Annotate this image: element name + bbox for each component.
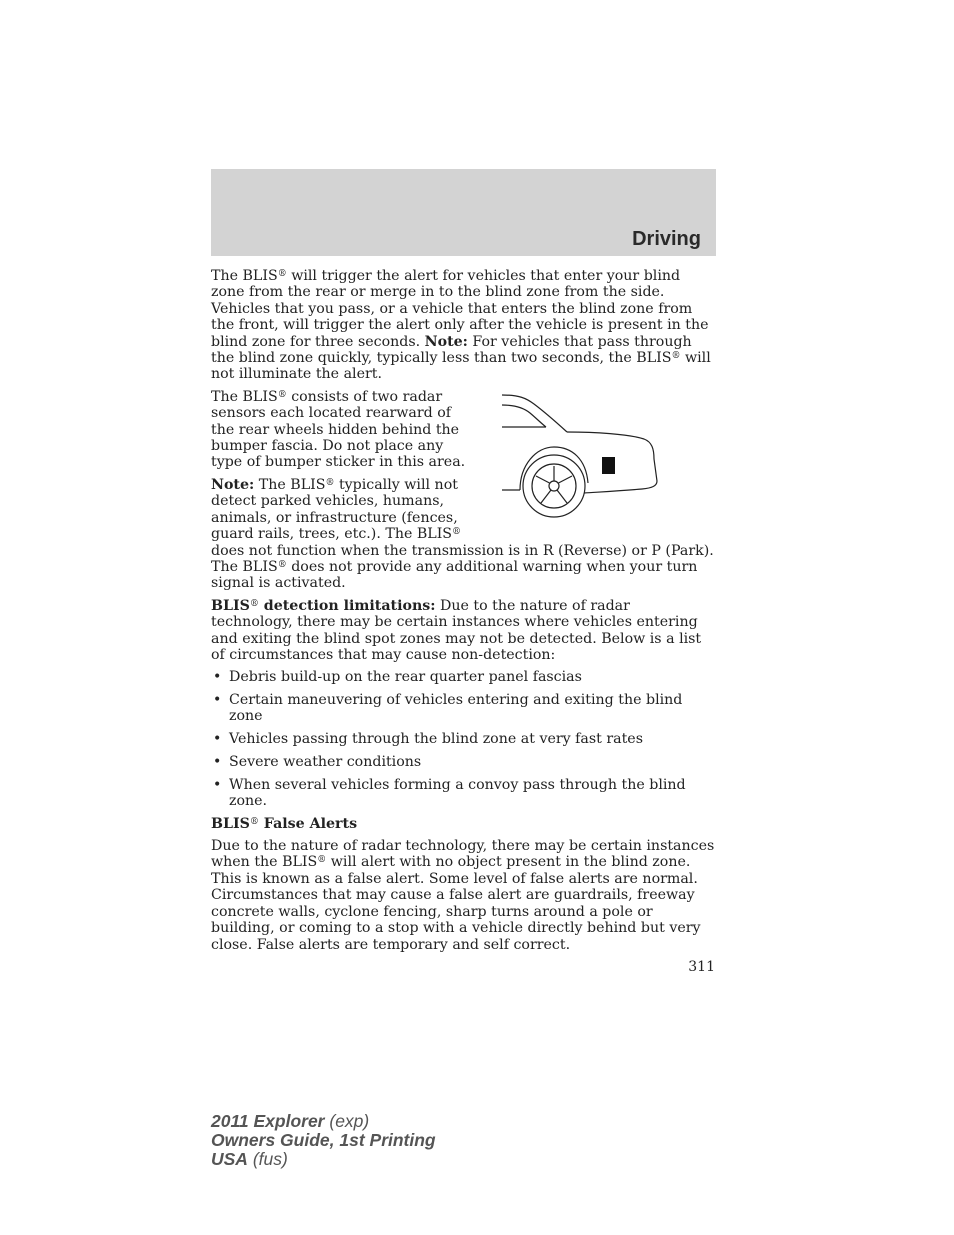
list-item: • Debris build-up on the rear quarter panel fascias [213,669,582,686]
bullet-icon: • [213,669,222,686]
non-detection-list [211,669,716,809]
page-number: 311 [688,959,715,975]
bullet-icon: • [213,776,222,793]
list-item: • Severe weather conditions [213,753,422,770]
list-item: • When several vehicles forming a convoy pass through the blind zone. [213,776,686,809]
radar-sensor-location [602,457,615,474]
bullet-icon: • [213,753,222,770]
paragraph-false-alerts: Due to the nature of radar technology, there may be certain instances when the BLIS® will alert with no object present in the blind zone. This is known as a false alert. Some level of false alerts are normal. Circumstances that may cause a false alert are guardrails, freeway concrete walls, cyclone fencing, sharp turns around a pole or building, or coming to a stop with a vehicle directly behind but very close. False alerts are temporary and self correct. [211,838,715,953]
paragraph-note-limitations: Note: The BLIS® typically will not detect parked vehicles, humans, animals, or infrastructure (fences, guard rails, trees, etc.). The BLIS® does not function when the transmission is in R (Reverse) or P (Park). The BLIS® does not provide any additional warning when your turn signal is activated. [211,476,714,592]
paragraph-radar-sensors: The BLIS® consists of two radar sensors each located rearward of the rear wheels hidden behind the bumper fascia. Do not place any type of bumper sticker in this area. [211,388,466,471]
page-content [211,268,716,959]
list-item: • Vehicles passing through the blind zone at very fast rates [213,731,643,748]
paragraph-detection-limitations: BLIS® detection limitations: Due to the nature of radar technology, there may be certain instances where vehicles entering and exiting the blind spot zones may not be detected. Below is a list of circumstances that may cause non-detection: [211,597,702,663]
subheading-false-alerts: BLIS® False Alerts [211,815,358,832]
bullet-icon: • [213,731,222,748]
vehicle-rear-sensor-illustration [474,387,724,527]
section-header [211,169,716,256]
footer-line-model: 2011 Explorer (exp) [211,1111,370,1131]
wheel-hub [549,481,559,491]
footer-line-guide: Owners Guide, 1st Printing [211,1130,436,1150]
paragraph-trigger-alert: The BLIS® will trigger the alert for vehicles that enter your blind zone from the rear or merge in to the blind zone from the side. Vehicles that you pass, or a vehicle that enters the blind zone from the front, will trigger the alert only after the vehicle is present in the blind zone for three seconds. Note: For vehicles that pass through the blind zone quickly, typically less than two seconds, the BLIS® will not illuminate the alert. [211,268,711,383]
document-footer [211,1112,436,1169]
wheel-spokes [536,466,572,503]
bullet-icon: • [213,692,222,709]
section-title: Driving [632,228,701,250]
list-item: • Certain maneuvering of vehicles entering and exiting the blind zone [213,692,683,725]
footer-line-region: USA (fus) [211,1149,288,1169]
